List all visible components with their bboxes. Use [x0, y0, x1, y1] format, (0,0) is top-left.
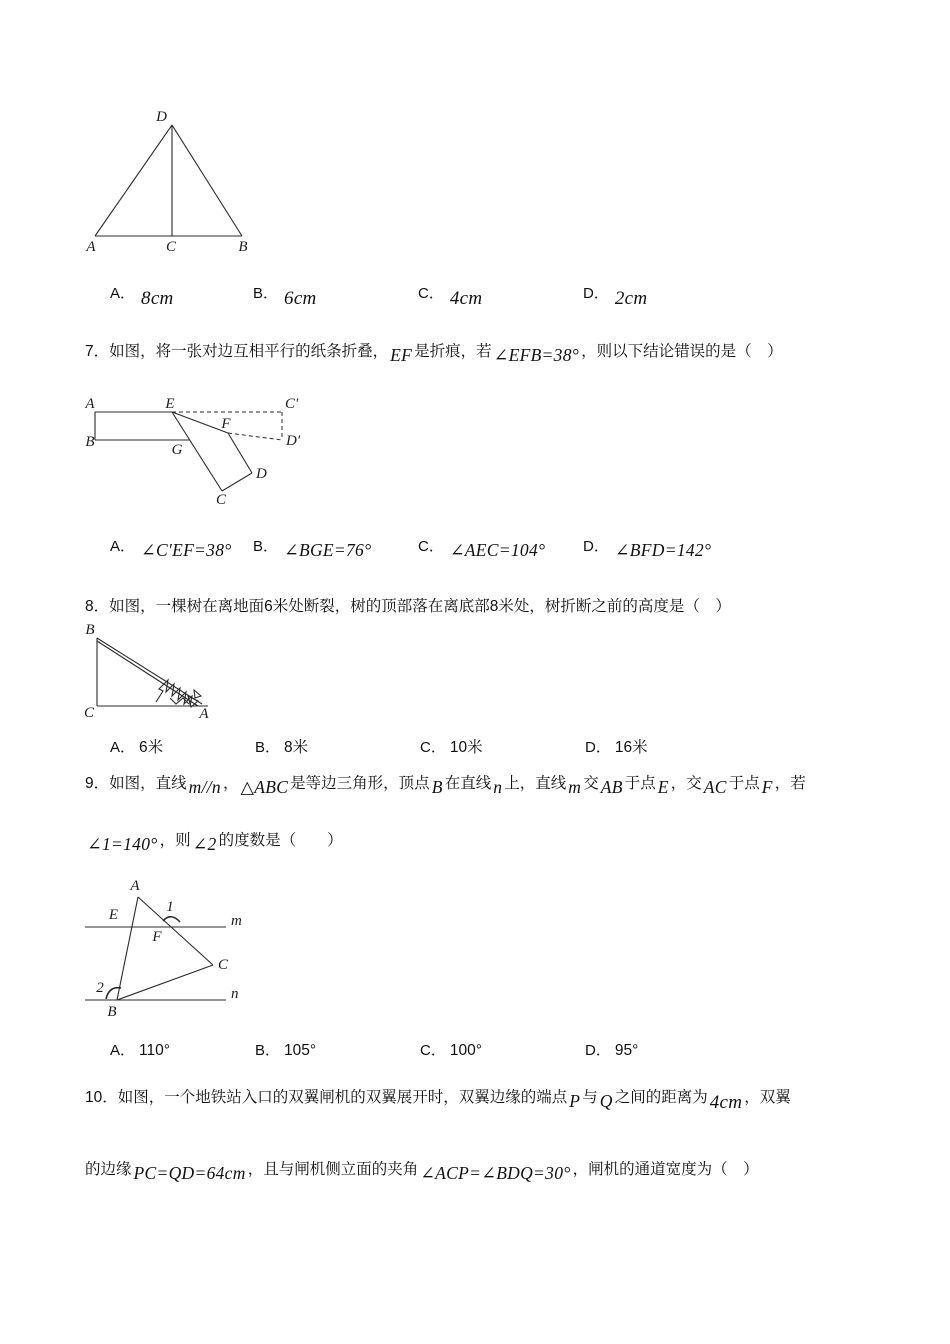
option-value: 8米 [284, 739, 309, 756]
q7-text-3: ，则以下结论错误的是（ ） [581, 343, 783, 360]
q9-text-8: ，交 [670, 775, 702, 792]
q7-math-2: ∠EFB=38° [493, 345, 580, 365]
option-letter: B． [253, 285, 279, 302]
q9-math-1: m//n [188, 777, 221, 797]
q10-text-1: 10．如图，一个地铁站入口的双翼闸机的双翼展开时，双翼边缘的端点 [85, 1089, 568, 1106]
label-A: A [85, 396, 95, 412]
q9-math-4: n [493, 777, 503, 797]
option-letter: C． [420, 1042, 446, 1059]
q8-option-a [110, 737, 163, 759]
option-value: 110° [139, 1042, 170, 1059]
option-letter: D． [583, 285, 609, 302]
q9-math-7: E [657, 777, 669, 797]
label-m: m [231, 913, 242, 929]
label-B: B [238, 239, 248, 255]
label-B: B [107, 1004, 117, 1020]
q10-text-5: 的边缘 [85, 1161, 132, 1178]
q10-text-3: 之间的距离为 [614, 1089, 708, 1106]
q6-option-c [418, 282, 484, 309]
triangle-lines [117, 897, 213, 1000]
q6-option-b [253, 282, 319, 309]
option-value: 4cm [449, 288, 483, 309]
label-B: B [85, 434, 95, 450]
label-A: A [130, 878, 140, 894]
q8-text-1: 8．如图，一棵树在离地面6米处断裂，树的顶部落在离底部8米处，树折断之前的高度是（ ） [85, 598, 731, 615]
option-letter: B． [255, 1042, 281, 1059]
q6-option-a [110, 282, 176, 309]
question-10-text-line2 [85, 1155, 759, 1183]
q9-math-9: F [761, 777, 773, 797]
label-C: C [83, 705, 95, 721]
question-8-text [85, 594, 731, 620]
option-value: 100° [449, 1042, 482, 1059]
option-letter: B． [255, 739, 281, 756]
q9-text-3: 是等边三角形，顶点 [290, 775, 430, 792]
label-B: B [85, 622, 95, 638]
option-letter: C． [420, 739, 446, 756]
q10-text-4: ，双翼 [744, 1089, 791, 1106]
q9-text-2: ， [222, 775, 239, 792]
q9-math-10: ∠1=140° [87, 834, 158, 854]
option-value: ∠AEC=104° [449, 540, 546, 560]
option-value: 16米 [614, 739, 648, 756]
label-n: n [231, 986, 239, 1002]
q8-broken-tree-diagram [80, 618, 230, 720]
option-value: 6米 [139, 739, 164, 756]
q9-text-7: 于点 [624, 775, 656, 792]
q9-math-8: AC [703, 777, 727, 797]
option-letter: C． [418, 538, 444, 555]
q8-option-b [255, 737, 308, 759]
option-letter: A． [110, 739, 136, 756]
q9-math-3: B [431, 777, 443, 797]
option-letter: A． [110, 538, 136, 555]
q9-option-b [255, 1040, 316, 1062]
option-value: 10米 [449, 739, 483, 756]
option-letter: B． [253, 538, 279, 555]
option-letter: C． [418, 285, 444, 302]
option-letter: A． [110, 285, 136, 302]
option-letter: D． [585, 739, 611, 756]
option-value: 8cm [141, 288, 174, 309]
option-value: 95° [614, 1042, 639, 1059]
q8-option-d [585, 737, 648, 759]
q9-text-6: 交 [583, 775, 599, 792]
option-value: 2cm [614, 288, 648, 309]
option-letter: D． [585, 1042, 611, 1059]
question-9-text-line1 [85, 769, 806, 797]
option-value: 6cm [284, 288, 317, 309]
q7-option-c [418, 534, 547, 558]
label-D: D [256, 466, 267, 482]
label-angle2: 2 [96, 980, 104, 996]
option-value: ∠C′EF=38° [141, 540, 232, 560]
label-E: E [108, 907, 118, 923]
option-value: 105° [284, 1042, 317, 1059]
q7-folded-paper-diagram [83, 396, 308, 511]
q9-text-11: ，则 [159, 832, 191, 849]
triangle-lines [95, 125, 242, 236]
q9-text-1: 9．如图，直线 [85, 775, 187, 792]
label-C: C [165, 239, 177, 255]
q9-text-10: ，若 [774, 775, 806, 792]
label-C-prime: C′ [285, 396, 299, 412]
q10-math-4: PC=QD=64cm [133, 1163, 246, 1183]
label-C: C [218, 957, 229, 973]
q6-triangle-diagram [80, 108, 265, 258]
label-G: G [171, 442, 183, 458]
question-7-text [85, 337, 783, 365]
label-F: F [221, 416, 231, 432]
q9-math-6: AB [600, 777, 623, 797]
label-C: C [215, 492, 227, 508]
q7-math-1: EF [390, 345, 413, 365]
angle-marks [106, 917, 180, 999]
q9-text-4: 在直线 [444, 775, 492, 792]
right-triangle-lines [97, 638, 208, 706]
q9-option-a [110, 1040, 170, 1062]
q9-option-d [585, 1040, 638, 1062]
q8-option-c [420, 737, 483, 759]
q10-text-7: ，闸机的通道宽度为（ ） [572, 1161, 759, 1178]
q7-text-2: 是折痕，若 [414, 343, 492, 360]
question-9-text-line2 [85, 826, 343, 854]
label-angle1: 1 [166, 899, 174, 915]
q10-math-5: ∠ACP=∠BDQ=30° [420, 1163, 571, 1183]
q7-option-a [110, 534, 234, 558]
label-F: F [152, 929, 162, 945]
q9-parallel-lines-diagram [80, 875, 245, 1027]
q10-math-3: 4cm [709, 1092, 743, 1113]
q9-math-5: m [568, 777, 582, 797]
q10-math-1: P [569, 1091, 581, 1111]
question-10-text-line1 [85, 1083, 791, 1111]
q7-option-d [583, 534, 713, 558]
option-value: ∠BGE=76° [284, 540, 372, 560]
q6-option-d [583, 282, 649, 309]
q10-text-2: 与 [582, 1089, 598, 1106]
label-D: D [156, 109, 167, 125]
option-letter: D． [583, 538, 609, 555]
label-A: A [86, 239, 96, 255]
label-A: A [199, 706, 209, 722]
q9-math-2: △ABC [240, 777, 289, 797]
q9-text-5: 上，直线 [504, 775, 567, 792]
q9-option-c [420, 1040, 482, 1062]
q9-math-11: ∠2 [192, 834, 217, 854]
q9-text-12: 的度数是（ ） [218, 832, 343, 849]
label-D-prime: D′ [286, 433, 301, 449]
q7-option-b [253, 534, 373, 558]
q10-math-2: Q [599, 1091, 613, 1111]
option-letter: A． [110, 1042, 136, 1059]
option-value: ∠BFD=142° [614, 540, 712, 560]
q7-text-1: 7．如图，将一张对边互相平行的纸条折叠， [85, 343, 389, 360]
q9-text-9: 于点 [728, 775, 760, 792]
q10-text-6: ，且与闸机侧立面的夹角 [247, 1161, 419, 1178]
label-E: E [165, 396, 175, 412]
